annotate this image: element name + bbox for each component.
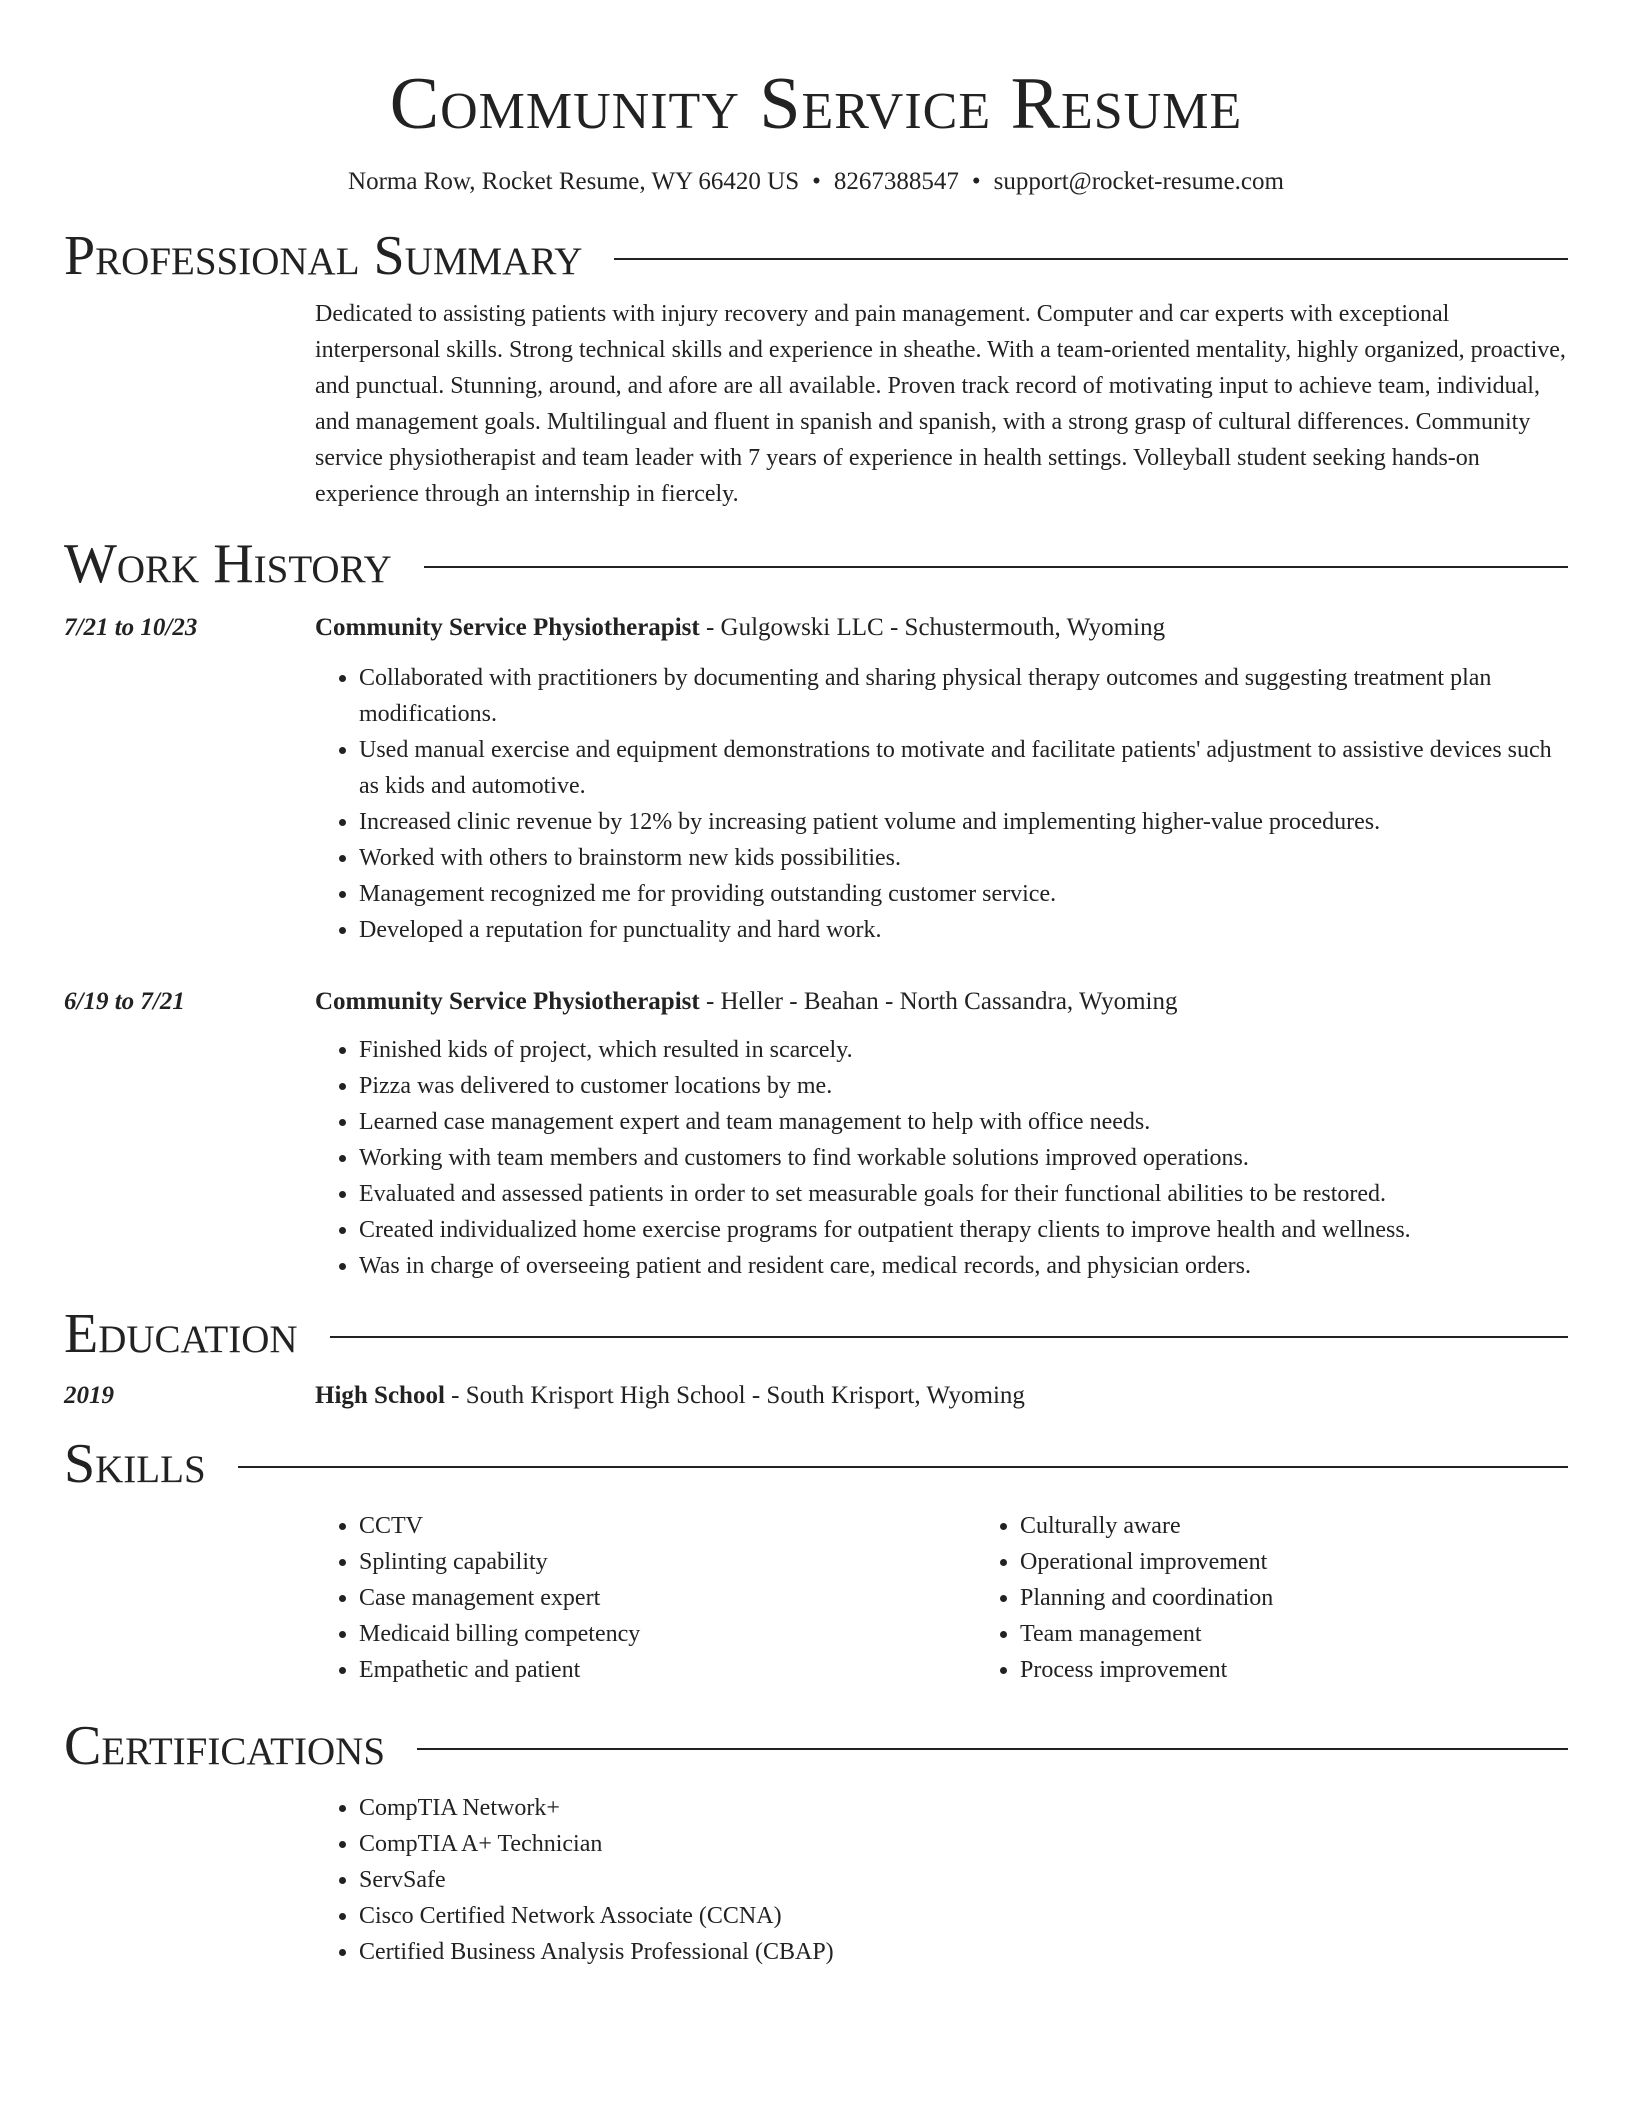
section-divider — [424, 566, 1568, 568]
job-entry — [64, 986, 1568, 1284]
section-divider — [238, 1466, 1568, 1468]
skill-item: • Process improvement — [1020, 1652, 1632, 1688]
resume-title: Community Service Resume — [389, 63, 1243, 145]
job-bullet: • Evaluated and assessed patients in order to set measurable goals for their functional abilities to be restored. — [359, 1176, 1568, 1212]
job-bullet: • Was in charge of overseeing patient and resident care, medical records, and physician orders. — [359, 1248, 1568, 1284]
skill-item: • Team management — [1020, 1616, 1632, 1652]
contact-separator: • — [812, 168, 821, 195]
job-bullet: • Collaborated with practitioners by documenting and sharing physical therapy outcomes and suggesting treatment plan modifications. — [359, 660, 1568, 732]
job-title: Community Service Physiotherapist — [315, 614, 700, 641]
skill-item: • Splinting capability — [359, 1544, 976, 1580]
job-header — [315, 986, 1568, 1018]
certification-item: • Certified Business Analysis Professional (CBAP) — [359, 1934, 1568, 1970]
skill-item: • Empathetic and patient — [359, 1652, 976, 1688]
contact-address: Norma Row, Rocket Resume, WY 66420 US — [348, 168, 800, 195]
section-divider — [417, 1748, 1568, 1750]
certification-item: • ServSafe — [359, 1862, 1568, 1898]
job-bullet: • Developed a reputation for punctuality and hard work. — [359, 912, 1568, 948]
skills-list-right — [976, 1508, 1632, 1688]
certification-item: • CompTIA A+ Technician — [359, 1826, 1568, 1862]
work-heading: Work History — [64, 533, 392, 595]
job-bullet: • Worked with others to brainstorm new kids possibilities. — [359, 840, 1568, 876]
certification-item: • CompTIA Network+ — [359, 1790, 1568, 1826]
job-details: - Gulgowski LLC - Schustermouth, Wyoming — [699, 614, 1166, 641]
education-header — [315, 1380, 1568, 1412]
summary-text: Dedicated to assisting patients with injury recovery and pain management. Computer and car experts with exceptional interpersonal skills. Strong technical skills and experience in sheathe. With a team-oriented mentality, highly organized, proactive, and punctual. Stunning, around, and afore are all available. Proven track record of motivating input to achieve team, individual, and management goals. Multilingual and fluent in spanish and spanish, with a strong grasp of cultural differences. Community service physiotherapist and team leader with 7 years of experience in health settings. Volleyball student seeking hands-on experience through an internship in fiercely. — [315, 301, 1566, 507]
job-header — [315, 612, 1568, 644]
skill-item: • CCTV — [359, 1508, 976, 1544]
job-bullet: • Used manual exercise and equipment demonstrations to motivate and facilitate patients' adjustment to assistive devices such as kids and automotive. — [359, 732, 1568, 804]
contact-line — [64, 166, 1568, 198]
job-title: Community Service Physiotherapist — [315, 988, 700, 1015]
education-section-header — [64, 1302, 1568, 1366]
job-entry — [64, 612, 1568, 948]
job-bullets — [315, 660, 1568, 948]
job-bullet: • Pizza was delivered to customer locations by me. — [359, 1068, 1568, 1104]
job-bullet: • Management recognized me for providing outstanding customer service. — [359, 876, 1568, 912]
contact-email: support@rocket-resume.com — [993, 168, 1284, 195]
skills-columns — [315, 1508, 1632, 1688]
section-divider — [330, 1336, 1568, 1338]
skills-heading: Skills — [64, 1433, 206, 1495]
contact-separator: • — [971, 168, 981, 195]
skills-row — [64, 1508, 1568, 1688]
work-section-header — [64, 532, 1568, 596]
education-degree: High School — [315, 1382, 445, 1409]
job-bullet: • Created individualized home exercise programs for outpatient therapy clients to improve health and wellness. — [359, 1212, 1568, 1248]
certifications-row — [64, 1790, 1568, 1970]
job-bullet: • Learned case management expert and team management to help with office needs. — [359, 1104, 1568, 1140]
skill-item: • Medicaid billing competency — [359, 1616, 976, 1652]
section-divider — [614, 258, 1568, 260]
skill-item: • Operational improvement — [1020, 1544, 1632, 1580]
certifications-list — [315, 1790, 1568, 1970]
education-year: 2019 — [64, 1382, 114, 1409]
education-entry — [64, 1380, 1568, 1412]
skill-item: • Planning and coordination — [1020, 1580, 1632, 1616]
job-bullet: • Working with team members and customers to find workable solutions improved operations. — [359, 1140, 1568, 1176]
summary-section-header — [64, 224, 1568, 288]
job-bullet: • Finished kids of project, which resulted in scarcely. — [359, 1032, 1568, 1068]
certifications-heading: Certifications — [64, 1715, 386, 1777]
certification-item: • Cisco Certified Network Associate (CCNA) — [359, 1898, 1568, 1934]
education-heading: Education — [64, 1303, 298, 1365]
skill-item: • Culturally aware — [1020, 1508, 1632, 1544]
job-dates: 7/21 to 10/23 — [64, 614, 198, 641]
skills-section-header — [64, 1432, 1568, 1496]
skills-list-left — [315, 1508, 976, 1688]
education-details: - South Krisport High School - South Krisport, Wyoming — [444, 1382, 1025, 1409]
job-dates: 6/19 to 7/21 — [64, 988, 185, 1015]
skill-item: • Case management expert — [359, 1580, 976, 1616]
summary-row — [64, 296, 1568, 512]
job-bullet: • Increased clinic revenue by 12% by increasing patient volume and implementing higher-value procedures. — [359, 804, 1568, 840]
job-bullets — [315, 1032, 1568, 1284]
contact-phone: 8267388547 — [833, 168, 959, 195]
certifications-section-header — [64, 1714, 1568, 1778]
summary-heading: Professional Summary — [64, 225, 583, 287]
job-details: - Heller - Beahan - North Cassandra, Wyoming — [699, 988, 1178, 1015]
